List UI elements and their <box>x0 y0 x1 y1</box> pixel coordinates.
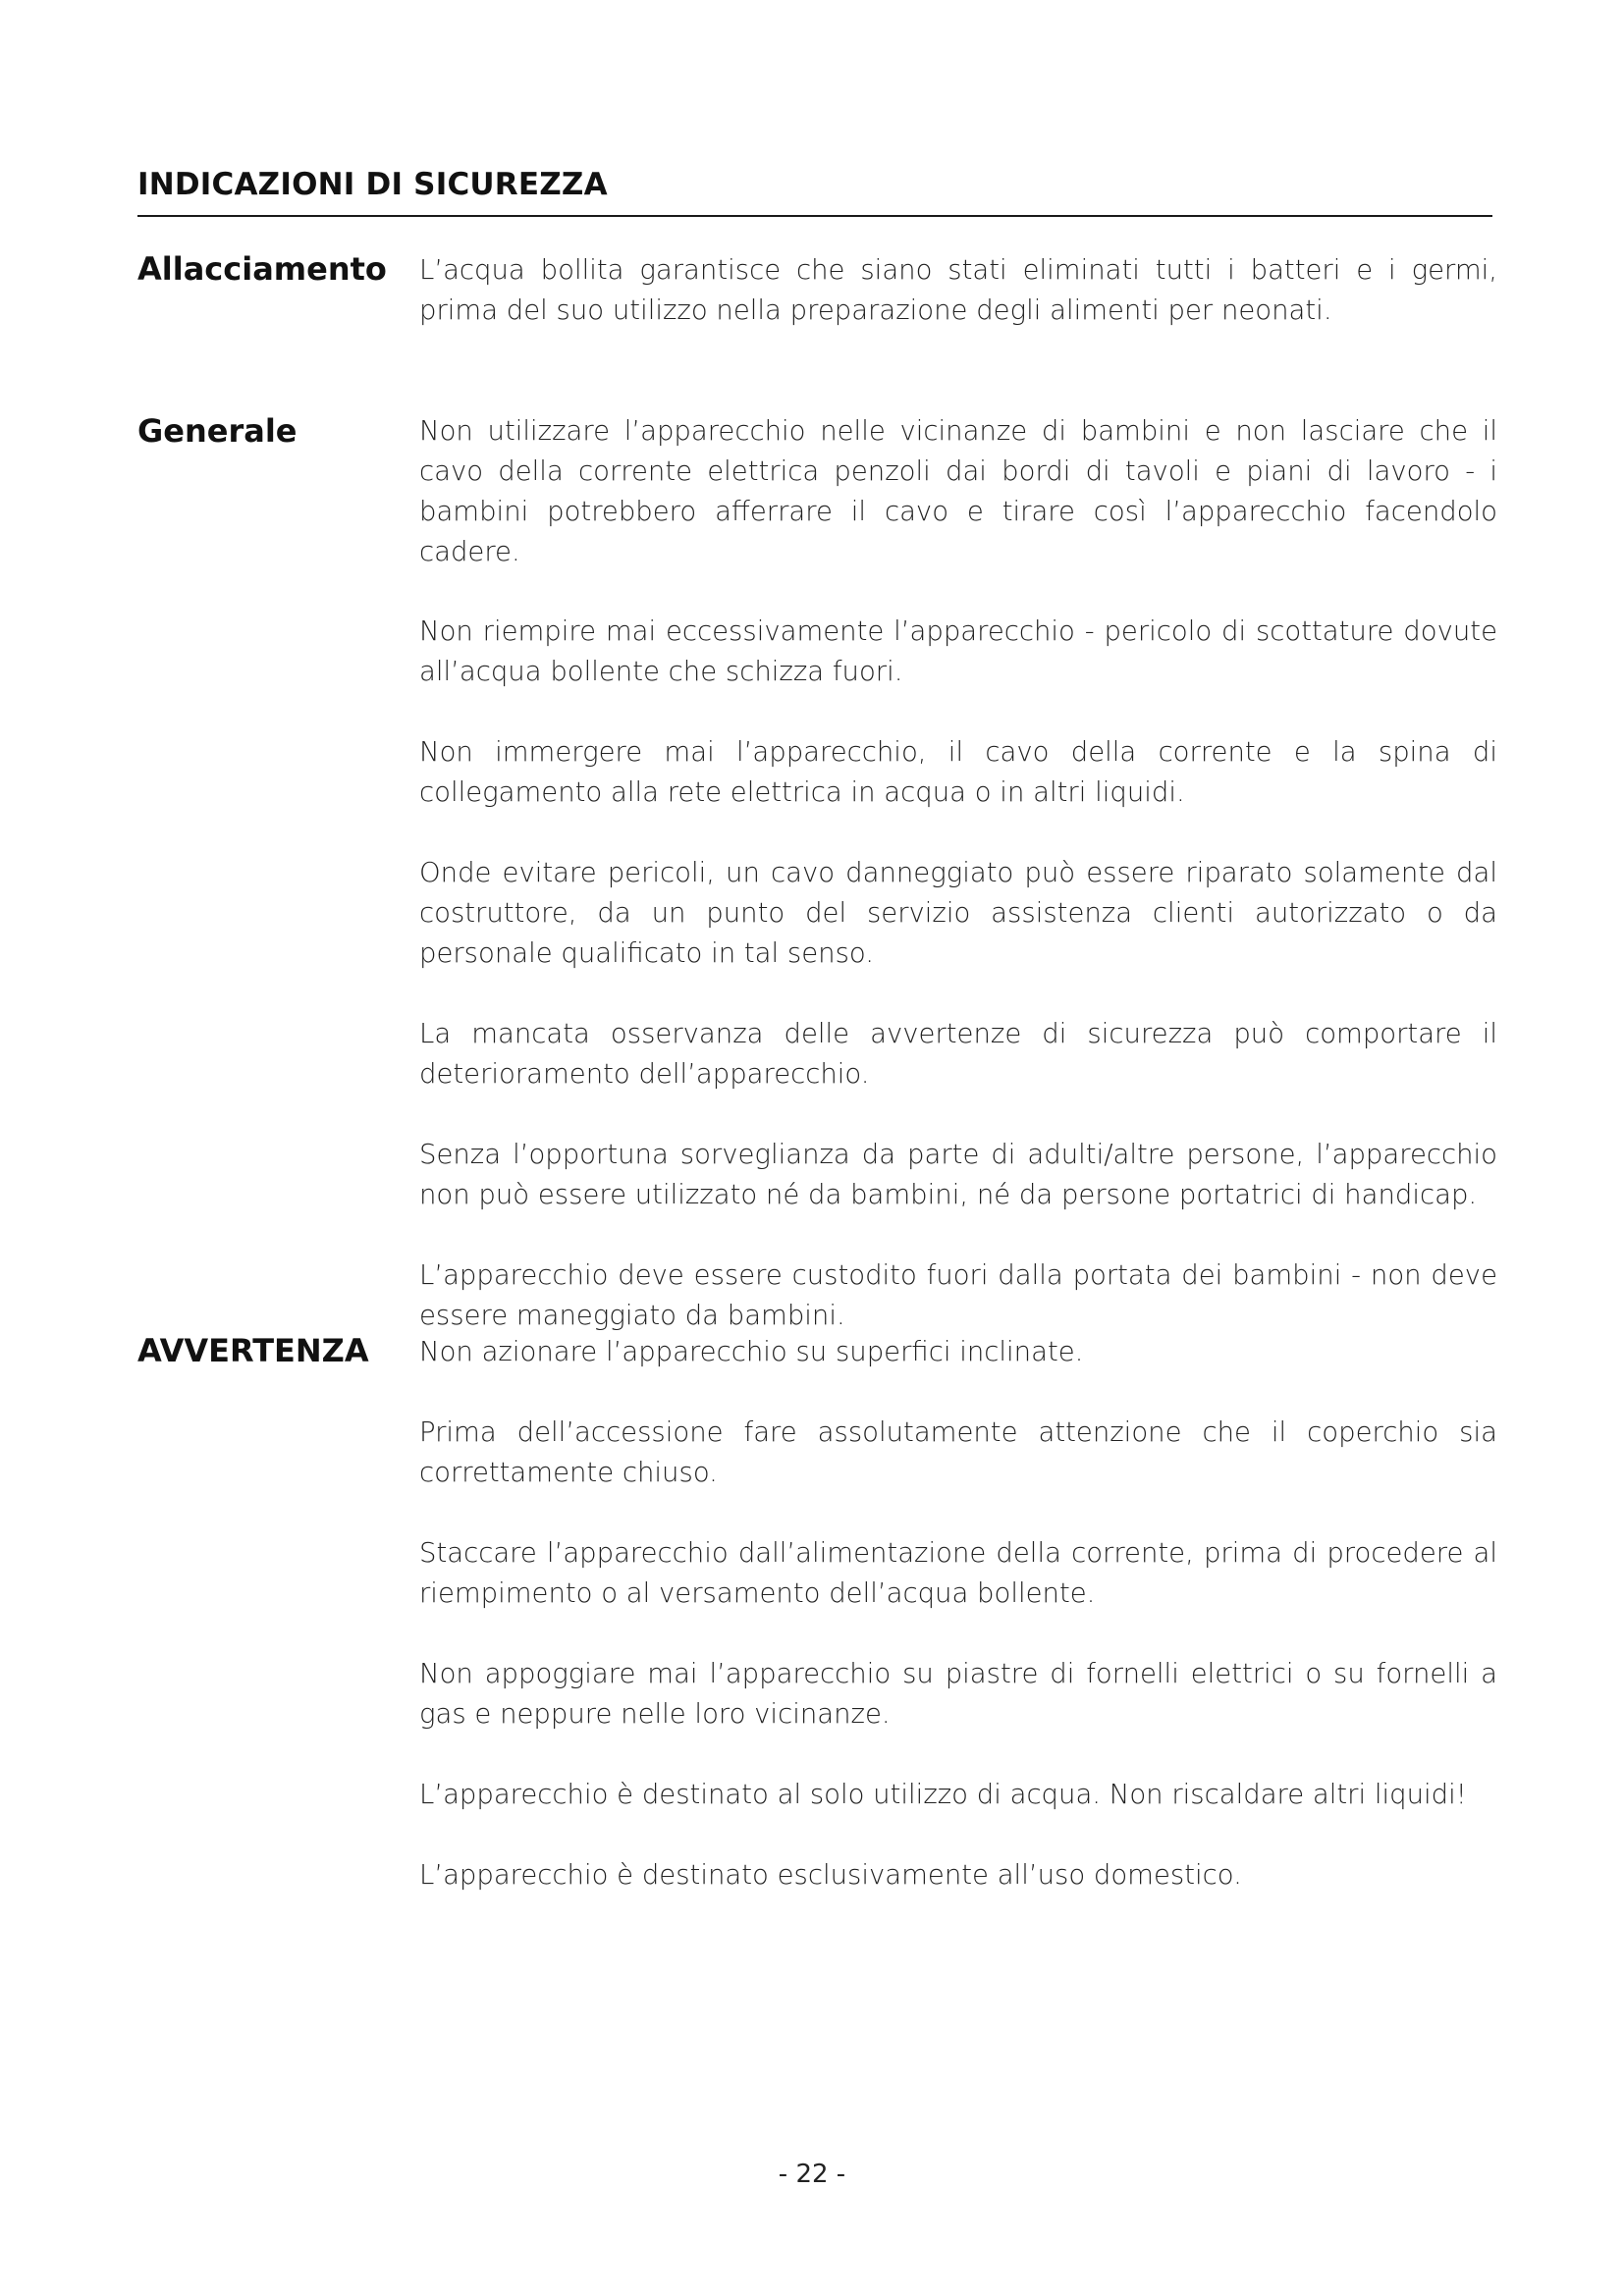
paragraph: Onde evitare pericoli, un cavo danneggiato può essere riparato solamente dal costruttore, da un punto del servizio assistenza clienti autorizzato o da personale qualificato in tal senso. <box>419 857 1497 969</box>
page-number: - 22 - <box>778 2160 846 2189</box>
section-body-generale <box>419 411 1497 1336</box>
paragraph: Senza l’opportuna sorveglianza da parte di adulti/altre persone, l’apparecchio non può essere utilizzato né da bambini, né da persone portatrici di handicap. <box>419 1139 1497 1210</box>
section-label-generale: Generale <box>137 412 298 450</box>
section-body-avvertenza <box>419 1332 1497 1896</box>
page-title: INDICAZIONI DI SICUREZZA <box>137 167 608 202</box>
paragraph: Non immergere mai l’apparecchio, il cavo della corrente e la spina di collegamento alla rete elettrica in acqua o in altri liquidi. <box>419 736 1497 808</box>
paragraph: L’acqua bollita garantisce che siano stati eliminati tutti i batteri e i germi, prima del suo utilizzo nella preparazione degli alimenti per neonati. <box>419 254 1497 326</box>
paragraph: Non appoggiare mai l’apparecchio su piastre di fornelli elettrici o su fornelli a gas e neppure nelle loro vicinanze. <box>419 1658 1497 1730</box>
paragraph: L’apparecchio deve essere custodito fuori dalla portata dei bambini - non deve essere maneggiato da bambini. <box>419 1259 1497 1331</box>
paragraph: L’apparecchio è destinato al solo utilizzo di acqua. Non riscaldare altri liquidi! <box>419 1779 1467 1810</box>
title-divider <box>137 215 1492 217</box>
section-label-allacciamento: Allacciamento <box>137 250 387 288</box>
section-label-avvertenza: AVVERTENZA <box>137 1332 369 1369</box>
paragraph: L’apparecchio è destinato esclusivamente all’uso domestico. <box>419 1859 1242 1891</box>
section-body-allacciamento <box>419 250 1497 331</box>
paragraph: Non riempire mai eccessivamente l’apparecchio - pericolo di scottature dovute all’acqua bollente che schizza fuori. <box>419 615 1497 687</box>
paragraph: La mancata osservanza delle avvertenze di sicurezza può comportare il deterioramento dell’apparecchio. <box>419 1018 1497 1090</box>
paragraph: Staccare l’apparecchio dall’alimentazione della corrente, prima di procedere al riempimento o al versamento dell’acqua bollente. <box>419 1537 1497 1609</box>
paragraph: Prima dell’accessione fare assolutamente attenzione che il coperchio sia correttamente chiuso. <box>419 1416 1497 1488</box>
paragraph: Non utilizzare l’apparecchio nelle vicinanze di bambini e non lasciare che il cavo della corrente elettrica penzoli dai bordi di tavoli e piani di lavoro - i bambini potrebbero afferrare il cavo e tirare così l’apparecchio facendolo cadere. <box>419 415 1497 567</box>
paragraph: Non azionare l’apparecchio su superfici inclinate. <box>419 1336 1084 1367</box>
